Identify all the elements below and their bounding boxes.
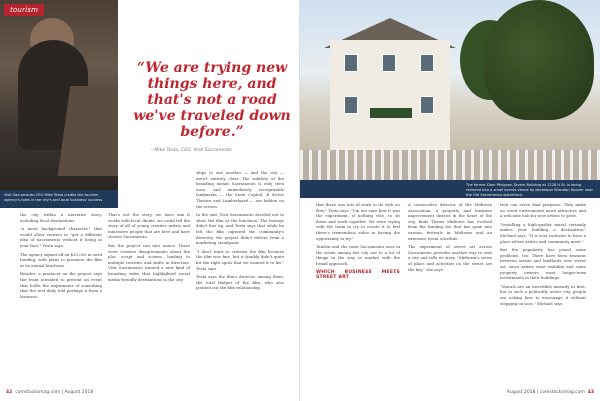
paragraph: ships to one another — and the city — aren't entirely clear. The subtlety of the branding means Sacramento is only seen once, and immediately recognizable landmarks — the State Capitol, B Street Theatre and Lumberlyard — are hidden on the screen. [196, 170, 284, 209]
right-page [300, 0, 600, 401]
footer-text: August 2018 | comstocksmag.com [506, 390, 585, 395]
paragraph: that there was lots of work to do with no flow," Testa says. "I'm not sure how it was the experiment, if nothing else, to sit down and work together. We were trying with the team to try to create it to feel there's tremendous value in having the opportunity to try." [316, 202, 400, 241]
section-tag: tourism [4, 4, 44, 16]
paragraph: "a more background character," that would allow viewers to "get a different idea of Sacramento without it being in your face," Testa says. [20, 226, 102, 248]
paragraph: But the project ran into issues. There were creative disagreements about the plot, script and scenes, leading to multiple rewrites and shifts in direction. Visit Sacramento wanted a new kind of branding video that highlighted social media-friendly destinations in the city. [108, 242, 190, 282]
pull-quote-attribution: —Mike Testa, CEO, Visit Sacramento [150, 148, 232, 153]
photo-caption: The former Dom Pérignon Tavern Building at 1228 H St. is being restored into a small events venue by developer Brandon Hoover near the Old Sacramento waterfront. [300, 180, 600, 198]
photo-building [300, 0, 600, 180]
photo-mike-testa [0, 0, 118, 190]
article-column-1 [316, 202, 400, 283]
paragraph: the city within a narrative story, including local destinations [20, 212, 102, 223]
paragraph: That's not the story, we have mix it works with local clients, we could tell the story of all of young creative artists and innovative people that are here and have chosen Sacramento. [108, 212, 190, 240]
article-column-2 [408, 202, 492, 275]
photo-window-shape [420, 54, 434, 72]
photo-house-shape [330, 40, 450, 150]
paragraph: In the end, Visit Sacramento decided not to show the film at the luncheon. The footage didn't line up, and Testa says that while he felt the film captured the community's diversity, the project didn't deliver from a marketing standpoint. [196, 212, 284, 246]
page-footer-right [507, 390, 594, 395]
photo-sign-shape [370, 108, 412, 118]
photo-tree-shape [484, 0, 594, 120]
paragraph: "Installing a high-quality mural certainly makes your building a destination," Michael says. "It is very inclusive to have a place where artists and community meet." [500, 221, 586, 244]
page-number: 42 [6, 390, 13, 395]
paragraph: Besides, a producer on the project says the team intended to present an event that holds the imprimatur of something that the rest daily fold perhaps it from a business. [20, 271, 102, 299]
pull-quote: “We are trying new things here, and that's not a road we've traveled down before.” [133, 60, 291, 140]
footer-text: comstocksmag.com | August 2018 [15, 390, 94, 395]
page-number: 43 [587, 390, 594, 395]
paragraph: The experiment of street art across Sacramento provides another way to visit a city and tells its story. "Midtown's sense of place and activities on the street are the key," she says. [408, 244, 492, 272]
paragraph: Tandon and the taste Sacramento uses in the seeds among the city are to a lot of things in the way to market with the brand approach. [316, 244, 400, 266]
article-column-2 [108, 212, 190, 285]
photo-window-shape [344, 54, 358, 72]
paragraph: But the popularity has posed some problems, too. There have been tensions between artists and landlords over street art, since artists want visibility and some property owners want longer-term investments in their buildings. [500, 247, 586, 281]
photo-fence-shape [300, 150, 600, 180]
paragraph: Testa says the film's director, among them, the total budget of the film, who also pointed out the film relationship. [196, 274, 284, 291]
section-subhead: WHICH BUSINESS MEETS STREET ART [316, 269, 400, 281]
paragraph: A consecutive director of the Midtown Association, a property and business improvement district in the heart of the city, finds Theme Midtown has evolved from the funding fee that has gone into various festivals in Midtown and an extensive event schedule. [408, 202, 492, 241]
paragraph: tech can serve dual purposes. They make an event environment more attractive and a welcome hub for new artists to grow. [500, 202, 586, 219]
paragraph: The agency signed off on $35,000 in seed funding, with plans to premiere the film at its annual luncheon. [20, 251, 102, 268]
photo-window-shape [420, 96, 434, 114]
page-footer-left [6, 390, 93, 395]
paragraph: "I don't want to criticize the film because the film was fine, but it frankly didn't quite hit the right spots that we wanted it to hit," Testa says. [196, 248, 284, 271]
photo-window-shape [344, 96, 358, 114]
photo-window-shape [382, 54, 396, 72]
photo-caption: Visit Sacramento CEO Mike Testa credits the tourism agency's roles in the city's and local business' success. [0, 190, 118, 208]
article-column-3 [500, 202, 586, 309]
article-column-3 [196, 170, 284, 294]
paragraph: "Murals are an incredible amenity at first, but in such a politically active city, people are asking how to encourage it without stepping on toes," Michael says. [500, 283, 586, 306]
article-column-1 [20, 212, 102, 302]
